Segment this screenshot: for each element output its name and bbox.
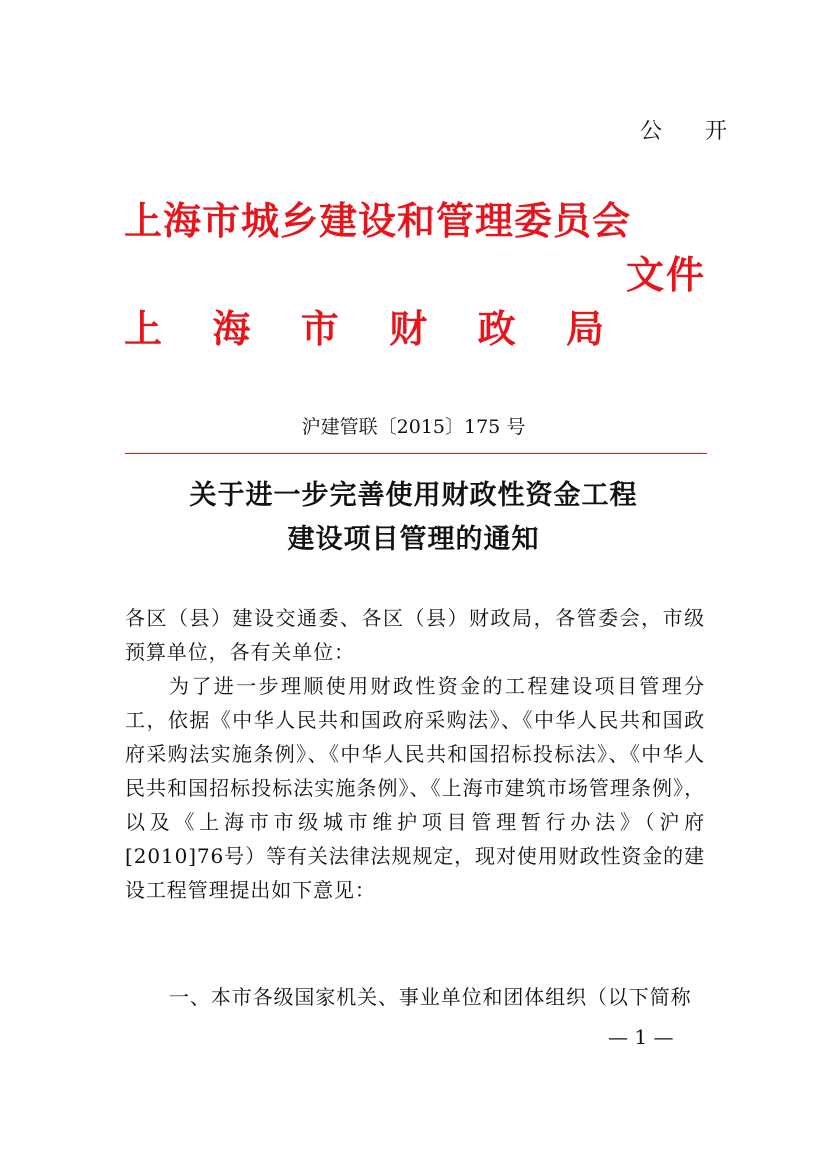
- body-paragraph: 一、本市各级国家机关、事业单位和团体组织（以下简称: [169, 985, 692, 1009]
- body-text: [125, 601, 705, 907]
- body-text-continued: [125, 980, 705, 1014]
- page-number: — 1 —: [608, 1025, 674, 1049]
- issuer-char: 市: [300, 307, 339, 351]
- document-title-line-1: 关于进一步完善使用财政性资金工程: [189, 480, 638, 511]
- issuer-char: 上: [124, 307, 163, 351]
- issuer-construction-committee: 上海市城乡建设和管理委员会: [124, 199, 632, 243]
- addressee-paragraph: 各区（县）建设交通委、各区（县）财政局，各管委会，市级预算单位，各有关单位：: [125, 606, 705, 664]
- document-title-line-2: 建设项目管理的通知: [287, 524, 540, 555]
- issuer-char: 局: [565, 307, 604, 351]
- document-word: 文件: [626, 253, 707, 297]
- classification-label: 公 开: [640, 119, 745, 144]
- red-separator-line: [125, 453, 707, 454]
- document-number: 沪建管联〔2015〕175 号: [301, 416, 526, 438]
- issuer-char: 政: [477, 307, 516, 351]
- issuer-finance-bureau: [124, 307, 604, 351]
- issuer-char: 海: [212, 307, 251, 351]
- issuer-char: 财: [389, 307, 428, 351]
- body-paragraph: 为了进一步理顺使用财政性资金的工程建设项目管理分工，依据《中华人民共和国政府采购法》、《中华人民共和国政府采购法实施条例》、《中华人民共和国招标投标法》、《中华人民共和国招标投标法实施条例》、《上海市建筑市场管理条例》，以及《上海市市级城市维护项目管理暂行办法》（沪府[2010]76号）等有关法律法规规定，现对使用财政性资金的建设工程管理提出如下意见：: [125, 674, 705, 902]
